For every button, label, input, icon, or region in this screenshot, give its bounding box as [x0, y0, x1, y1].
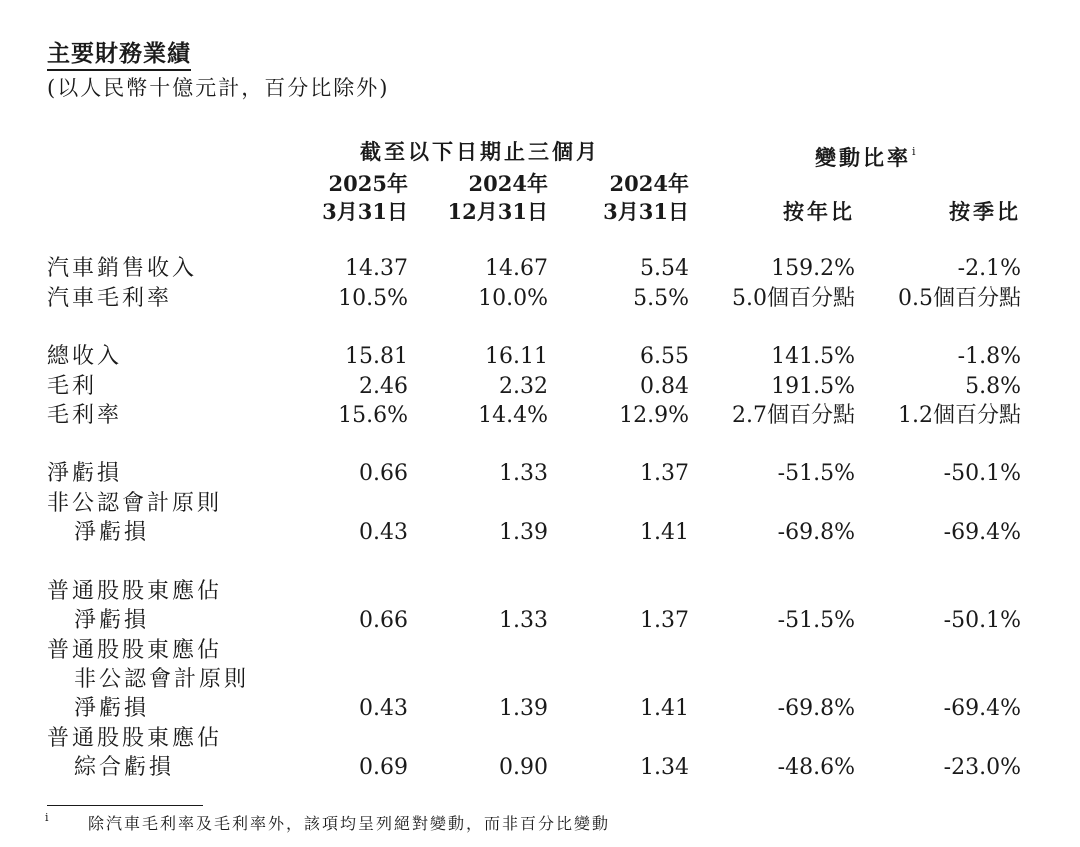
table-row [0, 489, 1080, 519]
page-title: 主要財務業績 [47, 40, 191, 71]
cell-col-2025q1: 15.81 [345, 344, 408, 369]
cell-col-qoq: 5.8% [965, 374, 1021, 399]
cell-col-2025q1: 0.43 [359, 520, 408, 545]
cell-col-qoq: 1.2個百分點 [898, 403, 1021, 428]
cell-col-2024q4: 14.4% [478, 403, 548, 428]
table-row [0, 342, 1080, 372]
cell-col-qoq: -50.1% [943, 461, 1021, 486]
cell-col-yoy: -48.6% [777, 755, 855, 780]
row-label: 非公認會計原則 [47, 491, 223, 516]
cell-col-2024q1: 12.9% [619, 403, 689, 428]
row-label: 淨虧損 [74, 520, 150, 545]
cell-col-qoq: -2.1% [957, 256, 1021, 281]
table-row [0, 724, 1080, 754]
cell-col-2025q1: 2.46 [359, 374, 408, 399]
col3-date-header: 3月31日 [603, 199, 689, 224]
table-row [0, 636, 1080, 666]
qoq-header: 按季比 [949, 199, 1021, 224]
cell-col-yoy: 2.7個百分點 [732, 403, 855, 428]
cell-col-yoy: -69.8% [777, 696, 855, 721]
cell-col-2024q1: 1.41 [640, 520, 689, 545]
row-label: 毛利 [47, 374, 98, 399]
table-row [0, 284, 1080, 314]
cell-col-2025q1: 15.6% [338, 403, 408, 428]
cell-col-2024q4: 0.90 [499, 755, 548, 780]
table-row [0, 254, 1080, 284]
cell-col-2024q1: 6.55 [640, 344, 689, 369]
cell-col-2024q1: 1.37 [640, 608, 689, 633]
table-row [0, 753, 1080, 783]
cell-col-yoy: -51.5% [777, 461, 855, 486]
cell-col-2025q1: 0.69 [359, 755, 408, 780]
col1-date-header: 3月31日 [322, 199, 408, 224]
table-row [0, 459, 1080, 489]
cell-col-2024q1: 0.84 [640, 374, 689, 399]
row-label: 毛利率 [47, 403, 123, 428]
cell-col-2025q1: 14.37 [345, 256, 408, 281]
cell-col-2024q1: 1.41 [640, 696, 689, 721]
row-label: 總收入 [47, 344, 123, 369]
cell-col-qoq: -23.0% [943, 755, 1021, 780]
row-label: 淨虧損 [74, 608, 150, 633]
row-label: 汽車毛利率 [47, 286, 173, 311]
cell-col-yoy: 141.5% [771, 344, 855, 369]
row-label: 普通股股東應佔 [47, 726, 223, 751]
cell-col-yoy: 159.2% [771, 256, 855, 281]
cell-col-yoy: -51.5% [777, 608, 855, 633]
row-label: 汽車銷售收入 [47, 256, 198, 281]
cell-col-2025q1: 10.5% [338, 286, 408, 311]
cell-col-2024q4: 10.0% [478, 286, 548, 311]
cell-col-2024q1: 1.37 [640, 461, 689, 486]
period-group-header: 截至以下日期止三個月 [360, 139, 600, 164]
cell-col-2025q1: 0.43 [359, 696, 408, 721]
row-label: 普通股股東應佔 [47, 638, 223, 663]
cell-col-2024q4: 1.39 [499, 520, 548, 545]
yoy-header: 按年比 [783, 199, 855, 224]
col2-year-header: 2024年 [468, 171, 548, 196]
col1-year-header: 2025年 [328, 171, 408, 196]
row-label: 淨虧損 [47, 461, 123, 486]
cell-col-yoy: 191.5% [771, 374, 855, 399]
row-label: 非公認會計原則 [74, 667, 250, 692]
cell-col-qoq: -1.8% [957, 344, 1021, 369]
row-label: 普通股股東應佔 [47, 579, 223, 604]
table-row [0, 694, 1080, 724]
cell-col-2024q1: 5.54 [640, 256, 689, 281]
cell-col-2024q1: 1.34 [640, 755, 689, 780]
table-row [0, 518, 1080, 548]
cell-col-2024q4: 16.11 [485, 344, 548, 369]
page-subtitle: (以人民幣十億元計，百分比除外) [47, 76, 390, 100]
cell-col-yoy: 5.0個百分點 [732, 286, 855, 311]
cell-col-2024q4: 14.67 [485, 256, 548, 281]
table-row [0, 577, 1080, 607]
table-row [0, 665, 1080, 695]
table-row [0, 372, 1080, 402]
row-label: 淨虧損 [74, 696, 150, 721]
cell-col-2024q1: 5.5% [633, 286, 689, 311]
cell-col-yoy: -69.8% [777, 520, 855, 545]
footnote-mark: i [45, 811, 49, 824]
cell-col-qoq: 0.5個百分點 [898, 286, 1021, 311]
footnote-divider [47, 805, 203, 806]
change-group-header [815, 138, 919, 172]
col3-year-header: 2024年 [609, 171, 689, 196]
table-row [0, 401, 1080, 431]
row-label: 綜合虧損 [74, 755, 175, 780]
change-group-label: 變動比率 [815, 145, 911, 170]
table-row [0, 606, 1080, 636]
cell-col-2024q4: 1.33 [499, 461, 548, 486]
cell-col-2025q1: 0.66 [359, 608, 408, 633]
cell-col-2024q4: 1.39 [499, 696, 548, 721]
footnote-marker: i [912, 145, 919, 158]
col2-date-header: 12月31日 [447, 199, 548, 224]
cell-col-2025q1: 0.66 [359, 461, 408, 486]
cell-col-qoq: -69.4% [943, 520, 1021, 545]
cell-col-qoq: -69.4% [943, 696, 1021, 721]
cell-col-2024q4: 2.32 [499, 374, 548, 399]
footnote-text: 除汽車毛利率及毛利率外，該項均呈列絕對變動，而非百分比變動 [88, 814, 611, 833]
cell-col-2024q4: 1.33 [499, 608, 548, 633]
cell-col-qoq: -50.1% [943, 608, 1021, 633]
